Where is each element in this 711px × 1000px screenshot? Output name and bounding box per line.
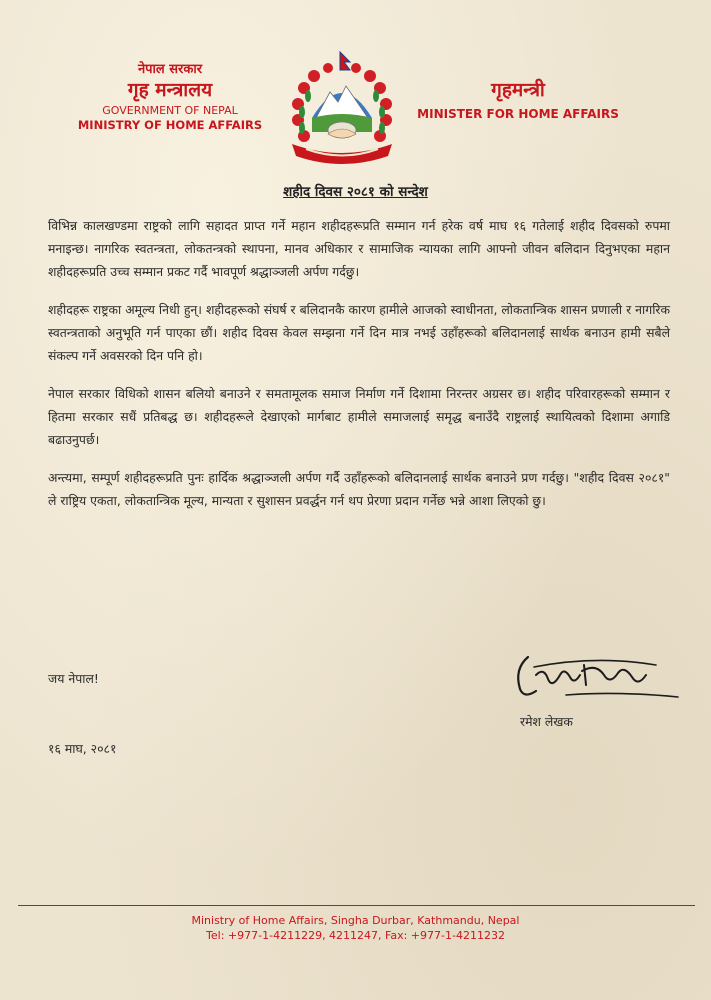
footer bbox=[0, 913, 711, 943]
footer-divider bbox=[18, 905, 695, 906]
letterhead-left bbox=[60, 62, 280, 133]
ministry-name-np: गृह मन्त्रालय bbox=[127, 79, 213, 101]
paragraph: शहीदहरू राष्ट्रका अमूल्य निधी हुन्। शहीदहरूको संघर्ष र बलिदानकै कारण हामीले आजको स्वाधीनता, लोकतान्त्रिक शासन प्रणाली र नागरिक स्वतन्त्रताको अनुभूति गर्न पाएका छौं। शहीद दिवस केवल सम्झना गर्ने दिन मात्र नभई उहाँहरूको बलिदानलाई सार्थक बनाउन हामी सबैले संकल्प गर्ने अवसरको दिन पनि हो। bbox=[48, 302, 670, 363]
footer-address: Ministry of Home Affairs, Singha Durbar, Kathmandu, Nepal bbox=[191, 914, 520, 927]
closing-salutation: जय नेपाल! bbox=[48, 671, 99, 686]
document-date: १६ माघ, २०८१ bbox=[48, 741, 117, 756]
footer-contact: Tel: +977-1-4211229, 4211247, Fax: +977-1-4211232 bbox=[206, 929, 505, 942]
minister-title-np: गृहमन्त्री bbox=[491, 79, 545, 101]
document-title-text: शहीद दिवस २०८१ को सन्देश bbox=[283, 184, 428, 200]
paragraph: अन्त्यमा, सम्पूर्ण शहीदहरूप्रति पुनः हार्दिक श्रद्धाञ्जली अर्पण गर्दै उहाँहरूको बलिदानलाई सार्थक बनाउने प्रण गर्दछु। "शहीद दिवस २०८१" ले राष्ट्रिय एकता, लोकतान्त्रिक मूल्य, मान्यता र सुशासन प्रवर्द्धन गर्न थप प्रेरणा प्रदान गर्नेछ भन्ने आशा लिएको छु। bbox=[48, 470, 670, 508]
minister-title-en: MINISTER FOR HOME AFFAIRS bbox=[417, 107, 619, 121]
government-name-en: GOVERNMENT OF NEPAL bbox=[102, 104, 238, 117]
paragraph: नेपाल सरकार विधिको शासन बलियो बनाउने र समतामूलक समाज निर्माण गर्ने दिशामा निरन्तर अग्रसर छ। शहीद परिवारहरूको सम्मान र हितमा सरकार सधैं प्रतिबद्ध छ। शहीदहरूले देखाएको मार्गबाट हामीले समाजलाई समृद्ध बनाउँदै राष्ट्रलाई स्थायित्वको दिशामा अगाडि बढाउनुपर्छ। bbox=[48, 386, 670, 447]
nepal-coat-of-arms-icon bbox=[282, 48, 402, 168]
paragraph: विभिन्न कालखण्डमा राष्ट्रको लागि सहादत प्राप्त गर्ने महान शहीदहरूप्रति सम्मान गर्न हरेक वर्ष माघ १६ गतेलाई शहीद दिवसको रुपमा मनाइन्छ। नागरिक स्वतन्त्रता, लोकतन्त्रको स्थापना, मानव अधिकार र सामाजिक न्यायका लागि आफ्नो जीवन बलिदान दिनुभएका महान शहीदहरूप्रति उच्च सम्मान प्रकट गर्दै भावपूर्ण श्रद्धाञ्जली अर्पण गर्दछु। bbox=[48, 218, 670, 279]
handwritten-signature bbox=[506, 645, 686, 705]
letterhead-right bbox=[408, 78, 628, 122]
ministry-name-en: MINISTRY OF HOME AFFAIRS bbox=[77, 118, 263, 132]
message-body bbox=[48, 214, 670, 512]
signer-name: रमेश लेखक bbox=[520, 714, 573, 729]
document-title bbox=[0, 182, 711, 200]
nepal-sarkar-label: नेपाल सरकार bbox=[137, 62, 203, 77]
